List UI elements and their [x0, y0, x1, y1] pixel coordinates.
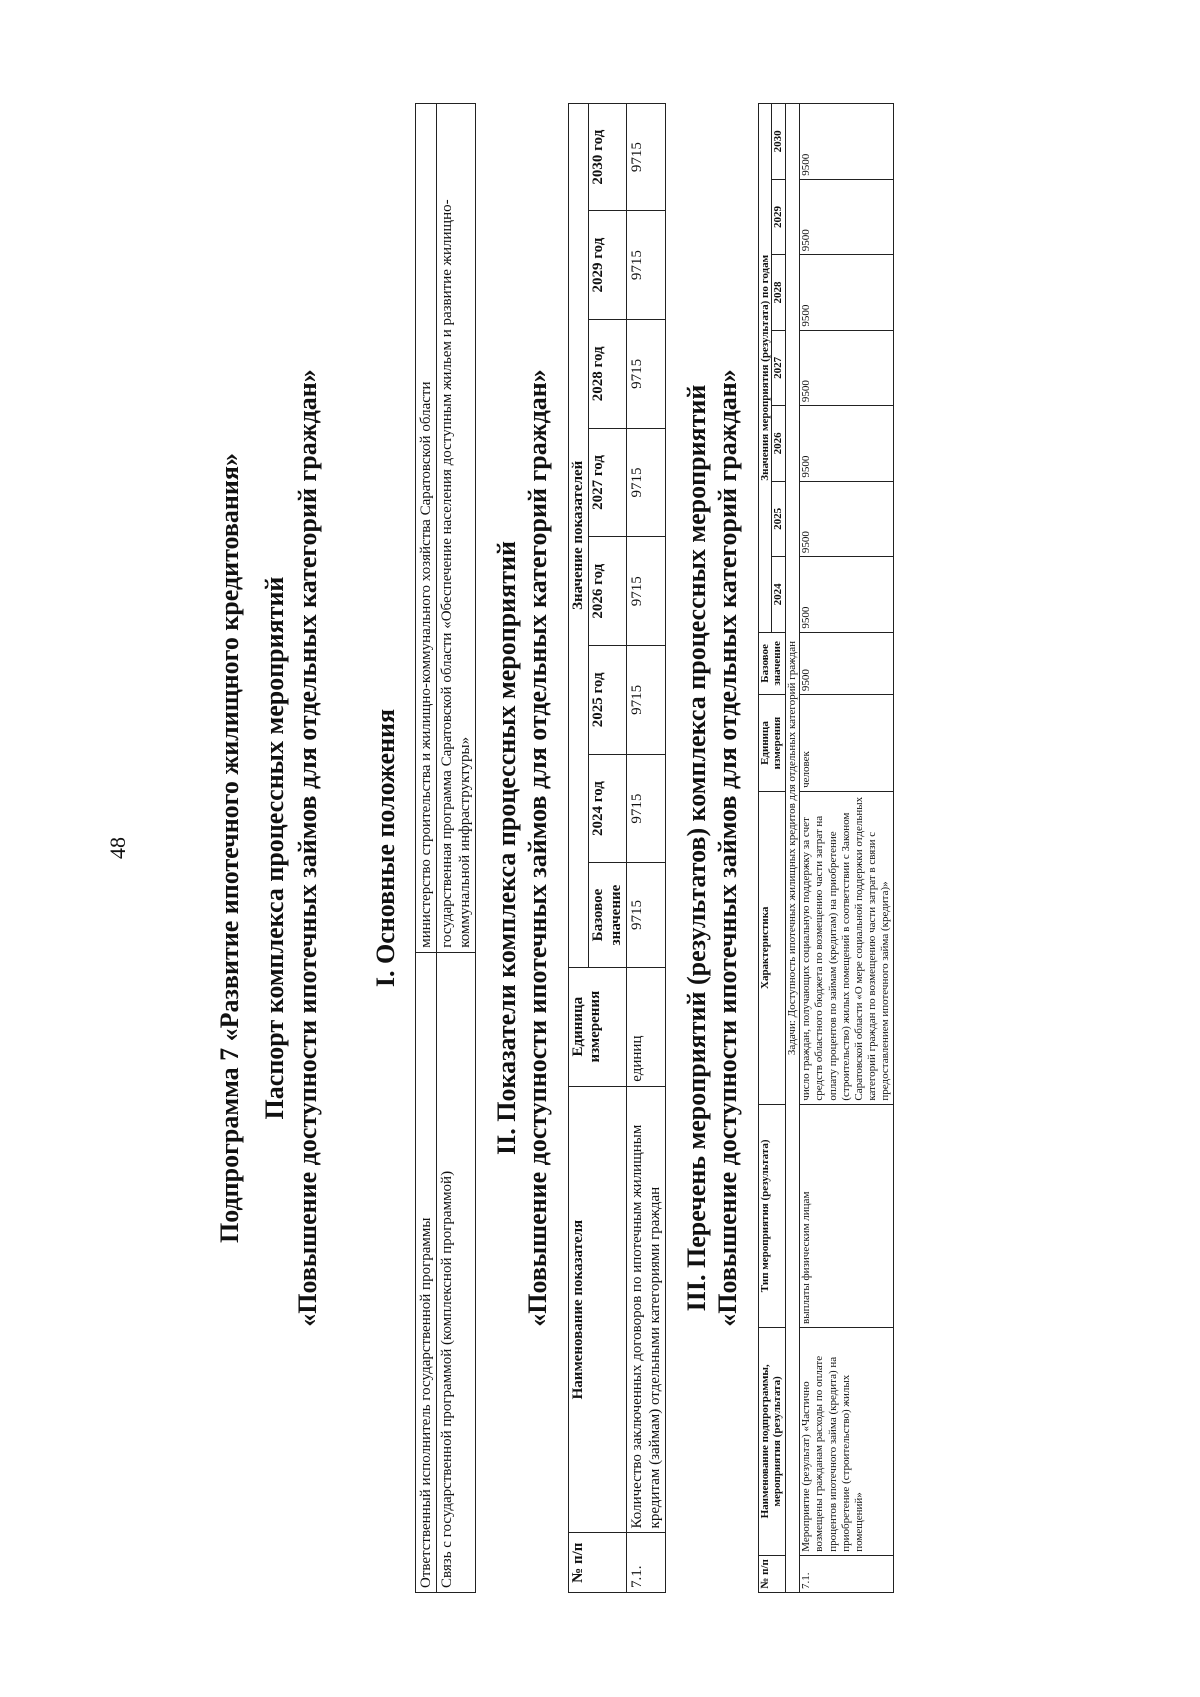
task-text: Задачи: Доступность ипотечных жилищных кредитов для отдельных категорий граждан [786, 104, 800, 1593]
col-year: 2030 [772, 104, 786, 180]
rotated-page-content [215, 103, 1165, 1593]
page-number: 48 [105, 837, 130, 859]
row-characteristic: число граждан, получающих социальную поддержку за счет средств областного бюджета по возмещению части затрат на оплату процентов по займам (кредитам) на приобретение (строительство) жилых помещений в соответствии с Законом Саратовской области «О мере социальной поддержки отдельных категорий граждан по возмещению части затрат в связи с предоставлением ипотечного займа (кредита)» [800, 791, 893, 1104]
col-base: Базовое значение [758, 632, 785, 695]
measures-table [758, 103, 894, 1593]
col-type: Тип мероприятия (результата) [758, 1104, 785, 1327]
col-year: 2027 [772, 330, 786, 405]
row-value: 9500 [800, 557, 893, 632]
passport-title: Паспорт комплекса процессных мероприятий [260, 576, 289, 1120]
col-values-group: Значение показателей [569, 104, 589, 968]
table-row [626, 104, 665, 1593]
col-year: 2026 [772, 406, 786, 481]
indicators-table [568, 103, 666, 1593]
col-year: 2029 [772, 179, 786, 254]
col-unit: Единица измерения [758, 695, 785, 792]
row-num: 7.1. [626, 1533, 665, 1593]
row-name: Количество заключенных договоров по ипотечным жилищным кредитам (займам) отдельными категориями граждан [626, 1086, 665, 1533]
row-value: 9715 [626, 104, 665, 211]
row-base: 9715 [626, 863, 665, 967]
col-num: № п/п [758, 1555, 785, 1592]
row-value: 9715 [626, 646, 665, 755]
row-value: 9500 [800, 330, 893, 405]
section1-heading: I. Основные положения [371, 708, 401, 988]
provision-label: Связь с государственной программой (комплексной программой) [437, 952, 476, 1592]
row-num: 7.1. [800, 1555, 893, 1592]
provision-value: министерство строительства и жилищно-коммунального хозяйства Саратовской области [416, 104, 437, 953]
col-year: 2024 год [589, 754, 627, 863]
col-year: 2028 год [589, 319, 627, 428]
row-name: Мероприятие (результат) «Частично возмещены гражданам расходы по оплате процентов ипотечного займа (кредита) на приобретение (строительство) жилых помещений» [800, 1327, 893, 1555]
col-year: 2026 год [589, 537, 627, 646]
row-value: 9500 [800, 104, 893, 180]
subprogram-title: Подпрограмма 7 «Развитие ипотечного жилищного кредитования» [215, 453, 244, 1243]
row-value: 9500 [800, 255, 893, 330]
col-name: Наименование подпрограммы, мероприятия (результата) [758, 1327, 785, 1555]
table-row [416, 104, 437, 1593]
col-year: 2030 год [589, 104, 627, 211]
col-year: 2027 год [589, 428, 627, 537]
row-unit: единиц [626, 967, 665, 1086]
col-name: Наименование показателя [569, 1086, 627, 1533]
col-unit: Единица измерения [569, 967, 627, 1086]
main-provisions-table [415, 103, 476, 1593]
section3-heading: III. Перечень мероприятий (результатов) комплекса процессных мероприятий [681, 384, 711, 1312]
col-base: Базовое значение [589, 863, 627, 967]
row-value: 9500 [800, 481, 893, 556]
task-row [786, 104, 800, 1593]
col-year: 2025 [772, 481, 786, 556]
row-type: выплаты физическим лицам [800, 1104, 893, 1327]
provision-value: государственная программа Саратовской области «Обеспечение населения доступным жильем и развитие жилищно-коммунальной инфраструктуры» [437, 104, 476, 953]
row-base: 9500 [800, 632, 893, 695]
row-value: 9715 [626, 211, 665, 320]
row-value: 9715 [626, 754, 665, 863]
col-num: № п/п [569, 1533, 627, 1593]
row-value: 9500 [800, 179, 893, 254]
section3-subheading: «Повышение доступности ипотечных займов для отдельных категорий граждан» [712, 369, 742, 1327]
col-year: 2029 год [589, 211, 627, 320]
row-value: 9500 [800, 406, 893, 481]
row-value: 9715 [626, 537, 665, 646]
col-values-group: Значения мероприятия (результата) по годам [758, 104, 772, 633]
col-year: 2025 год [589, 646, 627, 755]
section2-heading: II. Показатели комплекса процессных мероприятий [491, 541, 521, 1155]
title-block [215, 103, 357, 1593]
row-value: 9715 [626, 319, 665, 428]
col-year: 2024 [772, 557, 786, 632]
provision-label: Ответственный исполнитель государственной программы [416, 952, 437, 1592]
table-row [800, 104, 893, 1593]
row-unit: человек [800, 695, 893, 792]
passport-subtitle: «Повышение доступности ипотечных займов для отдельных категорий граждан» [292, 369, 322, 1327]
row-value: 9715 [626, 428, 665, 537]
table-row [437, 104, 476, 1593]
col-year: 2028 [772, 255, 786, 330]
col-characteristic: Характеристика [758, 791, 785, 1104]
section2-subheading: «Повышение доступности ипотечных займов для отдельных категорий граждан» [523, 369, 552, 1327]
